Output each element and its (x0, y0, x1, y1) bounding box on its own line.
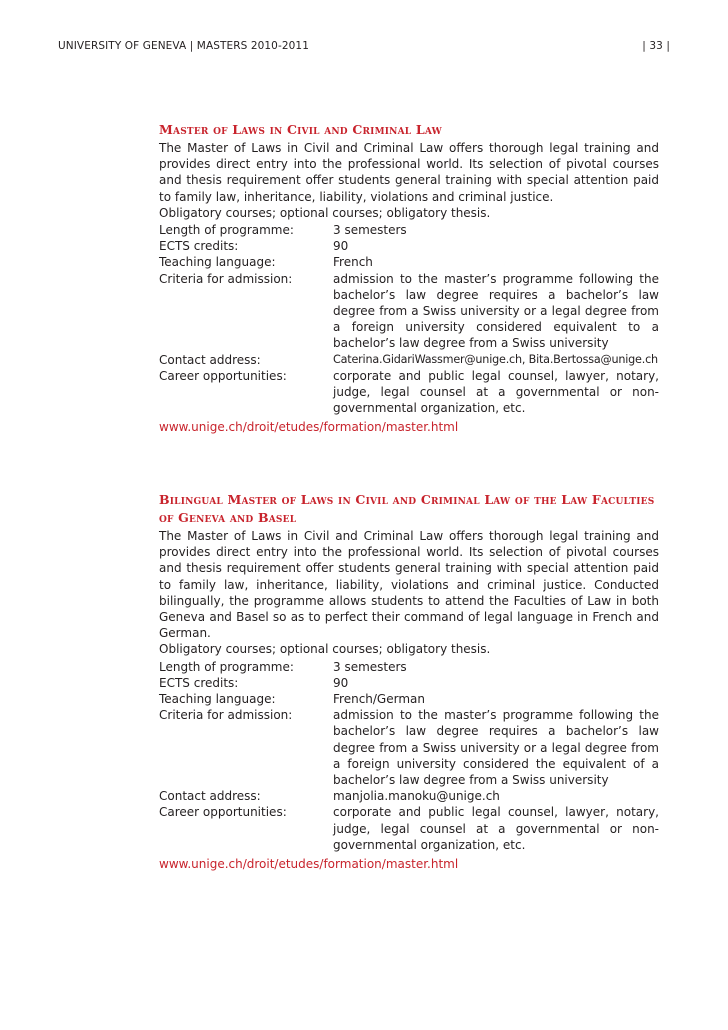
fact-label: ECTS credits: (159, 675, 239, 690)
page-number: | 33 | (642, 40, 670, 52)
fact-label: Criteria for admission: (159, 271, 293, 286)
fact-value: 90 (333, 675, 349, 690)
fact-row (159, 788, 659, 804)
programme-facts (159, 659, 659, 853)
fact-row (159, 659, 659, 675)
fact-row (159, 804, 659, 853)
fact-label: Teaching language: (159, 692, 276, 707)
fact-label: ECTS credits: (159, 239, 239, 254)
fact-row (159, 675, 659, 691)
contact-email[interactable]: manjolia.manoku@unige.ch (333, 789, 500, 804)
fact-value: corporate and public legal counsel, lawyer, notary, judge, legal counsel at a governmental or non-governmental organization, etc. (333, 805, 659, 852)
fact-row (159, 352, 659, 368)
fact-row (159, 222, 659, 238)
fact-row (159, 691, 659, 707)
programme-link[interactable]: www.unige.ch/droit/etudes/formation/master.html (159, 420, 459, 435)
fact-row (159, 238, 659, 254)
fact-label: Career opportunities: (159, 805, 287, 820)
fact-value: French (333, 255, 373, 270)
programme-section-2 (159, 491, 659, 872)
fact-value: admission to the master’s programme following the bachelor’s law degree requires a bachelor’s law degree from a Swiss university or a legal degree from a foreign university considered equivalent to a bachelor’s law degree from a Swiss university (333, 271, 659, 351)
obligatory-text: Obligatory courses; optional courses; obligatory thesis. (159, 205, 491, 220)
programme-description (159, 528, 659, 658)
fact-row (159, 271, 659, 352)
programme-title: Bilingual Master of Laws in Civil and Criminal Law of the Law Faculties of Geneva and Basel (159, 492, 655, 525)
fact-value: 90 (333, 239, 349, 254)
fact-value: French/German (333, 692, 425, 707)
fact-row (159, 254, 659, 270)
fact-label: Teaching language: (159, 255, 276, 270)
programme-facts (159, 222, 659, 416)
fact-row (159, 368, 659, 417)
contact-email[interactable]: Caterina.GidariWassmer@unige.ch, Bita.Bertossa@unige.ch (333, 352, 658, 366)
fact-value: 3 semesters (333, 659, 407, 674)
fact-value: admission to the master’s programme following the bachelor’s law degree requires a bachelor’s law degree from a Swiss university or a legal degree from a foreign university considered the equivalent of a bachelor’s law degree from a Swiss university (333, 708, 659, 788)
description-text: The Master of Laws in Civil and Criminal Law offers thorough legal training and provides direct entry into the professional world. Its selection of pivotal courses and thesis requirement offer students general training with special attention paid to family law, inheritance, liability, violations and criminal justice. Conducted bilingually, the programme allows students to attend the Faculties of Law in both Geneva and Basel so as to perfect their command of legal language in French and German. (159, 529, 659, 641)
fact-label: Career opportunities: (159, 368, 287, 383)
programme-title: Master of Laws in Civil and Criminal Law (159, 122, 442, 137)
fact-row (159, 707, 659, 788)
programme-section-1 (159, 121, 659, 436)
fact-label: Criteria for admission: (159, 708, 293, 723)
description-text: The Master of Laws in Civil and Criminal Law offers thorough legal training and provides direct entry into the professional world. Its selection of pivotal courses and thesis requirement offer students general training with special attention paid to family law, inheritance, liability, violations and criminal justice. (159, 141, 659, 204)
fact-value: 3 semesters (333, 223, 407, 238)
fact-label: Contact address: (159, 352, 261, 367)
fact-value: corporate and public legal counsel, lawyer, notary, judge, legal counsel at a governmental or non-governmental organization, etc. (333, 368, 659, 416)
fact-label: Length of programme: (159, 223, 294, 238)
fact-label: Length of programme: (159, 659, 294, 674)
programme-description (159, 140, 659, 221)
programme-link[interactable]: www.unige.ch/droit/etudes/formation/master.html (159, 857, 459, 872)
fact-label: Contact address: (159, 789, 261, 804)
running-header: UNIVERSITY OF GENEVA | MASTERS 2010-2011 (58, 40, 309, 52)
obligatory-text: Obligatory courses; optional courses; obligatory thesis. (159, 642, 491, 657)
